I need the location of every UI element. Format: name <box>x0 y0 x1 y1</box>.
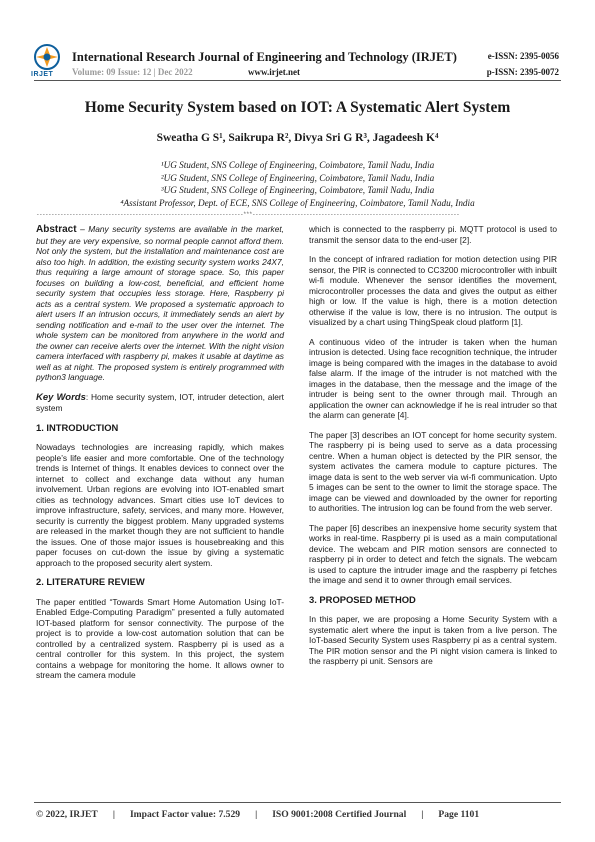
footer-copyright: © 2022, IRJET <box>36 809 98 820</box>
paper-title: Home Security System based on IOT: A Systematic Alert System <box>84 99 511 116</box>
paragraph-face-recognition: A continuous video of the intruder is taken when the human intrusion is detected. Using face recognition technique, the intruder image is being compared with the images in the database to avoid false alarm. If the image of the intruder is not matched with the images in the database, then the message and the image of the intruder is being sent to the owner through mail. Through an application the owner can acknowledge if he is real intruder so that the alarm can generate [4]. <box>309 336 557 420</box>
abstract-label: Abstract <box>36 224 77 235</box>
journal-header <box>0 0 595 82</box>
literature-paragraph: The paper entitled “Towards Smart Home Automation Using IoT-Enabled Edge-Computing Paradigm” presented a fully automated IOT-based platform for sensor connectivity. The purpose of the project is to provide a low-cost automation solution that can be controlled by a centralized system. Raspberry pi is used as a central controller for this system. In this project, the system contains a webpage for monitoring the home. It allows owner to stream the camera module <box>36 596 284 680</box>
footer-page-number: Page 1101 <box>438 809 480 820</box>
abstract <box>36 224 284 383</box>
left-column <box>36 224 284 690</box>
intro-paragraph: Nowadays technologies are increasing rapidly, which makes people’s life easier and more comfortable. One of the technology trends is Internet of things. It enables devices to connect over the internet to collect and exchange data without any human involvement. Urban regions are evolving into IOT-enabled smart cities as technology advances. Smart cities use IoT devices to improve infrastructure, safety, services, and many more. However, security is currently the biggest problem. Many upgraded systems are released in the market though they are not sufficient to handle the issues. One of those major issues is housebreaking and this paper focuses on cut-down the issue by giving a systematic approach to the proposed security alert system. <box>36 442 284 568</box>
affiliation-2: ²UG Student, SNS College of Engineering, Coimbatore, Tamil Nadu, India <box>160 172 435 183</box>
proposed-method-heading: 3. PROPOSED METHOD <box>309 593 416 605</box>
paragraph-proposed-method: In this paper, we are proposing a Home Security System with a systematic alert where the input is taken from a live person. The IoT-based Security System uses Raspberry pi as a central system. The PIR motion sensor and the Pi night vision camera is linked to the raspberry pi unit. Sensors are <box>309 614 557 666</box>
intro-heading: 1. INTRODUCTION <box>36 421 119 433</box>
paragraph-pir: In the concept of infrared radiation for motion detection using PIR sensor, the PIR is connected to CC3200 microcontroller with inbuilt wi-fi module. Whenever the sensor identifies the movement, microcontroller processes the data and gives the output as either high or low. If the value is high, there is a motion detection otherwise if the value is low, there is no intrusion. The output is visualized by a chart using ThingSpeak cloud platform [1]. <box>309 254 557 327</box>
paragraph-paper-6: The paper [6] describes an inexpensive home security system that works in real-time. Raspberry pi is used as a main computational device. The webcam and PIR motion sensors are connected to raspberry pi in order to detect and fetch the signals. The webcam is used to capture the intruder image and the raspberry pi fetches the image and send it to owner through email services. <box>309 522 557 585</box>
abstract-text: – Many security systems are available in the market, but they are very expensive, so normal people cannot afford them. Not only the system, but the installation and maintenance cost are also too high. In addition, the existing security system works 24X7, thus requiring a large amount of storage space. So, this paper focuses on building a low-cost, beneficial, and efficient home security system that occupies less storage. Here, Raspberry pi acts as a central system. We proposed a systematic approach to alert users If an intrusion occurs, it immediately sends an alert by sending notification and e-mail to the user over the internet. The whole system can be monitored from anywhere in the world and the owner can receive alerts over the internet. With the night vision camera interfaced with raspberry pi, makes it usable at daytime as well as at night. The proposed system is entirely programmed with python3 language. <box>36 224 284 382</box>
affiliation-4: ⁴Assistant Professor, Dept. of ECE, SNS College of Engineering, Coimbatore, Tamil Nadu, India <box>120 197 475 208</box>
footer-separator: | <box>112 809 115 820</box>
literature-heading: 2. LITERATURE REVIEW <box>36 576 145 587</box>
affiliation-1: ¹UG Student, SNS College of Engineering, Coimbatore, Tamil Nadu, India <box>160 160 435 170</box>
header-rule <box>34 80 561 81</box>
journal-website-link[interactable]: www.irjet.net <box>248 67 300 77</box>
footer-separator: | <box>421 809 424 820</box>
logo-text: IRJET <box>31 71 54 78</box>
paragraph-mqtt: which is connected to the raspberry pi. MQTT protocol is used to transmit the sensor data to the end-user [2]. <box>309 224 557 245</box>
right-column <box>309 224 557 676</box>
footer-rule <box>34 802 561 803</box>
irjet-logo-icon <box>34 44 60 70</box>
footer-separator: | <box>255 809 258 820</box>
journal-title: International Research Journal of Engineering and Technology (IRJET) <box>72 50 457 64</box>
pissn: p-ISSN: 2395-0072 <box>486 67 559 77</box>
paper-authors: Sweatha G S¹, Saikrupa R², Divya Sri G R³, Jagadeesh K⁴ <box>156 132 439 144</box>
volume-info: Volume: 09 Issue: 12 | Dec 2022 <box>72 67 193 77</box>
keywords-text: : Home security system, IOT, intruder detection, alert system <box>36 391 284 413</box>
paragraph-paper-3: The paper [3] describes an IOT concept for home security system. The raspberry pi is being used to serve as a data processing centre. When a human object is detected by the PIR sensor, the system activates the camera module to capture pictures. The image data is sent to the web server via wi-fi communication. Upto 5 images can be sent to the owner to limit the storage space. The image can be viewed and downloaded by the owner for reporting to authorities. The intrusion log can be found from the web server. <box>309 429 557 513</box>
eissn: e-ISSN: 2395-0056 <box>487 51 559 61</box>
affiliation-3: ³UG Student, SNS College of Engineering, Coimbatore, Tamil Nadu, India <box>160 185 435 195</box>
keywords-label: Key Words <box>36 391 86 403</box>
page-footer <box>36 809 559 820</box>
section-separator: ---------------------------------------------------------------------***--------------------------------------------------------------------- <box>36 211 460 218</box>
keywords <box>36 392 284 414</box>
footer-impact-factor: Impact Factor value: 7.529 <box>129 809 241 820</box>
footer-iso: ISO 9001:2008 Certified Journal <box>272 809 407 820</box>
